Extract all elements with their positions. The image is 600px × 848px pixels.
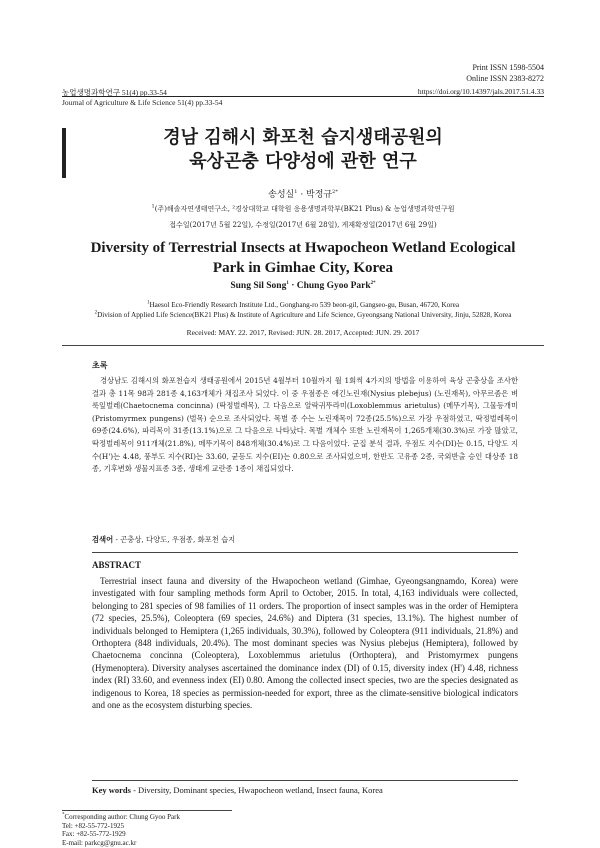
english-affiliation-1	[62, 301, 544, 309]
korean-keywords-label: 검색어	[92, 535, 114, 544]
english-keywords-text: - Diversity, Dominant species, Hwapocheon wetland, Insect fauna, Korea	[130, 785, 383, 795]
corresponding-footnote	[62, 813, 180, 847]
journal-citation-english: Journal of Agriculture & Life Science 51(4) pp.33-54	[62, 98, 223, 107]
english-abstract: Terrestrial insect fauna and diversity of the Hwapocheon wetland (Gimhae, Gyeongsangnamdo, Korea) were investigated with four sampling methods form April to October, 2015. In total, 4,163 individuals were collected, belonging to 281 species of 98 families of 11 orders. The proportion of insect samples was in the order of Hemiptera (72 species, 25.5%), Coleoptera (69 species, 24.6%) and Diptera (31 species, 13.1%). The highest number of individuals belonged to Hemiptera (1,265 individuals, 30.3%), followed by Coleoptera (911 individuals, 21.8%) and Orthoptera (848 individuals, 20.4%). The most dominant species was Nysius plebejus (Hemiptera), followed by Chaetocnema concinna (Coleoptera), Loxoblemmus arietulus (Orthoptera), and Pristomyrmex pungens (Hymenoptera). Diversity analyses ascertained the dominance index (DI) of 0.15, diversity index (H') 4.48, richness index (RI) 33.60, and evenness index (EI) 0.80. Among the collected insect species, two are the species designated as indigenous to Korea, 18 species as permission-needed for export, three as the climate-sensitive biological indicators and one as the ecosystem disturbing species.	[92, 576, 518, 711]
print-issn: Print ISSN 1598-5504	[472, 63, 544, 72]
footnote-tel: Tel: +82-55-772-1925	[62, 821, 124, 830]
doi-link[interactable]: https://doi.org/10.14397/jals.2017.51.4.33	[417, 87, 544, 96]
korean-affiliation	[62, 204, 544, 214]
korean-dates: 접수일(2017년 5월 22일), 수정일(2017년 6월 28일), 게재확정일(2017년 6월 29일)	[169, 221, 437, 229]
korean-title	[62, 126, 544, 174]
footnote-author	[62, 813, 180, 822]
english-author2: Chung Gyoo Park	[296, 281, 371, 291]
korean-title-line1: 경남 김해시 화포천 습지생태공원의	[163, 127, 443, 148]
korean-author2-sup: 2*	[332, 189, 338, 195]
english-title	[62, 238, 544, 278]
english-author-separator: ·	[288, 281, 297, 291]
english-title-line2: Park in Gimhae City, Korea	[212, 260, 394, 276]
korean-keywords	[92, 535, 518, 545]
english-dates: Received: MAY. 22. 2017, Revised: JUN. 28. 2017, Accepted: JUN. 29. 2017	[186, 328, 420, 337]
header-rule	[62, 96, 544, 97]
footnote-sup: *	[62, 812, 65, 818]
korean-affiliation-sup: 1	[151, 203, 155, 210]
english-author1-sup: 1	[286, 280, 289, 286]
korean-author-separator: ·	[297, 190, 307, 200]
korean-abstract-heading: 초록	[92, 361, 108, 370]
korean-title-line2: 육상곤충 다양성에 관한 연구	[189, 151, 417, 172]
english-affiliation1-sup: 1	[146, 300, 150, 306]
english-keywords-label: Key words	[92, 785, 131, 795]
korean-affiliation-text: (주)해솔자연생태연구소, ²경상대학교 대학원 응용생명과학부(BK21 Plus) & 농업생명과학연구원	[154, 205, 455, 213]
keywords-divider-korean	[92, 552, 518, 553]
footnote-email[interactable]: E-mail: parkcg@gnu.ac.kr	[62, 838, 137, 847]
english-affiliation2-text: Division of Applied Life Science(BK21 Plus) & Institute of Agriculture and Life Science, Gyeongsang National University, Jinju, 52828, Korea	[97, 311, 512, 319]
footnote-rule	[62, 810, 232, 811]
footnote-fax: Fax: +82-55-772-1929	[62, 830, 126, 839]
issn-block	[466, 62, 544, 84]
online-issn: Online ISSN 2383-8272	[466, 74, 544, 83]
korean-author2: 박정규	[306, 190, 333, 200]
english-affiliation2-sup: 2	[94, 310, 98, 316]
english-author1: Sung Sil Song	[230, 281, 287, 291]
korean-keywords-text: - 곤충상, 다양도, 우점종, 화포천 습지	[113, 535, 236, 544]
english-title-line1: Diversity of Terrestrial Insects at Hwapocheon Wetland Ecological	[90, 240, 516, 256]
english-keywords	[92, 785, 518, 795]
korean-author1: 송성실	[268, 190, 295, 200]
english-abstract-heading: ABSTRACT	[92, 560, 142, 570]
section-rule-top	[62, 345, 544, 346]
korean-abstract: 경상남도 김해시의 화포천습지 생태공원에서 2015년 4월부터 10월까지 월 1회씩 4가지의 방법을 이용하여 육상 곤충상을 조사한 결과 총 11목 98과 281종 4,163개체가 채집조사 되었다. 이 중 우점종은 애긴노린재(Nysius plebejus) (노린재목), 아무르좀은 벼룩잎벌레(Chaetocnema concinna) (딱정벌레목), 그 다음으로 알락귀뚜라미(Loxoblemmus arietulus) (메뚜기목), 그물등개미(Pristomyrmex pungens) (벌목) 순으로 조사되었다. 목별 종 수는 노린재목이 72종(25.5%)으로 가장 우점하였고, 딱정벌레목이 69종(24.6%), 파리목이 31종(13.1%)으로 그 다음으로 나타났다. 목별 개체수 또한 노린재목이 1,265개체(30.3%)로 가장 많았고, 딱정벌레목이 911개체(21.8%), 메뚜기목이 848개체(30.4%)로 그 다음이었다. 군집 분석 결과, 우점도 지수(DI)는 0.15, 다양도 지수(H')는 4.48, 풍부도 지수(RI)는 33.60, 균등도 지수(EI)는 0.80으로 조사되었으며, 한반도 고유종 2종, 국외반출 승인 대상종 18종, 기후변화 생물지표종 3종, 생태계 교란종 1종이 채집되었다.	[92, 376, 518, 474]
footnote-author-text: Corresponding author: Chung Gyoo Park	[64, 813, 180, 821]
korean-author1-sup: 1	[294, 189, 298, 195]
korean-authors	[62, 187, 544, 200]
keywords-divider-english	[92, 780, 518, 781]
english-affiliation1-text: Haesol Eco-Friendly Research Institute Ltd., Gonghang-ro 539 beon-gil, Gangseo-gu, Busan, 46720, Korea	[149, 301, 460, 309]
english-affiliation-2	[62, 311, 544, 319]
journal-citation-korean: 농업생명과학연구 51(4) pp.33-54	[62, 88, 167, 97]
english-authors	[62, 281, 544, 291]
english-author2-sup: 2*	[370, 280, 376, 286]
